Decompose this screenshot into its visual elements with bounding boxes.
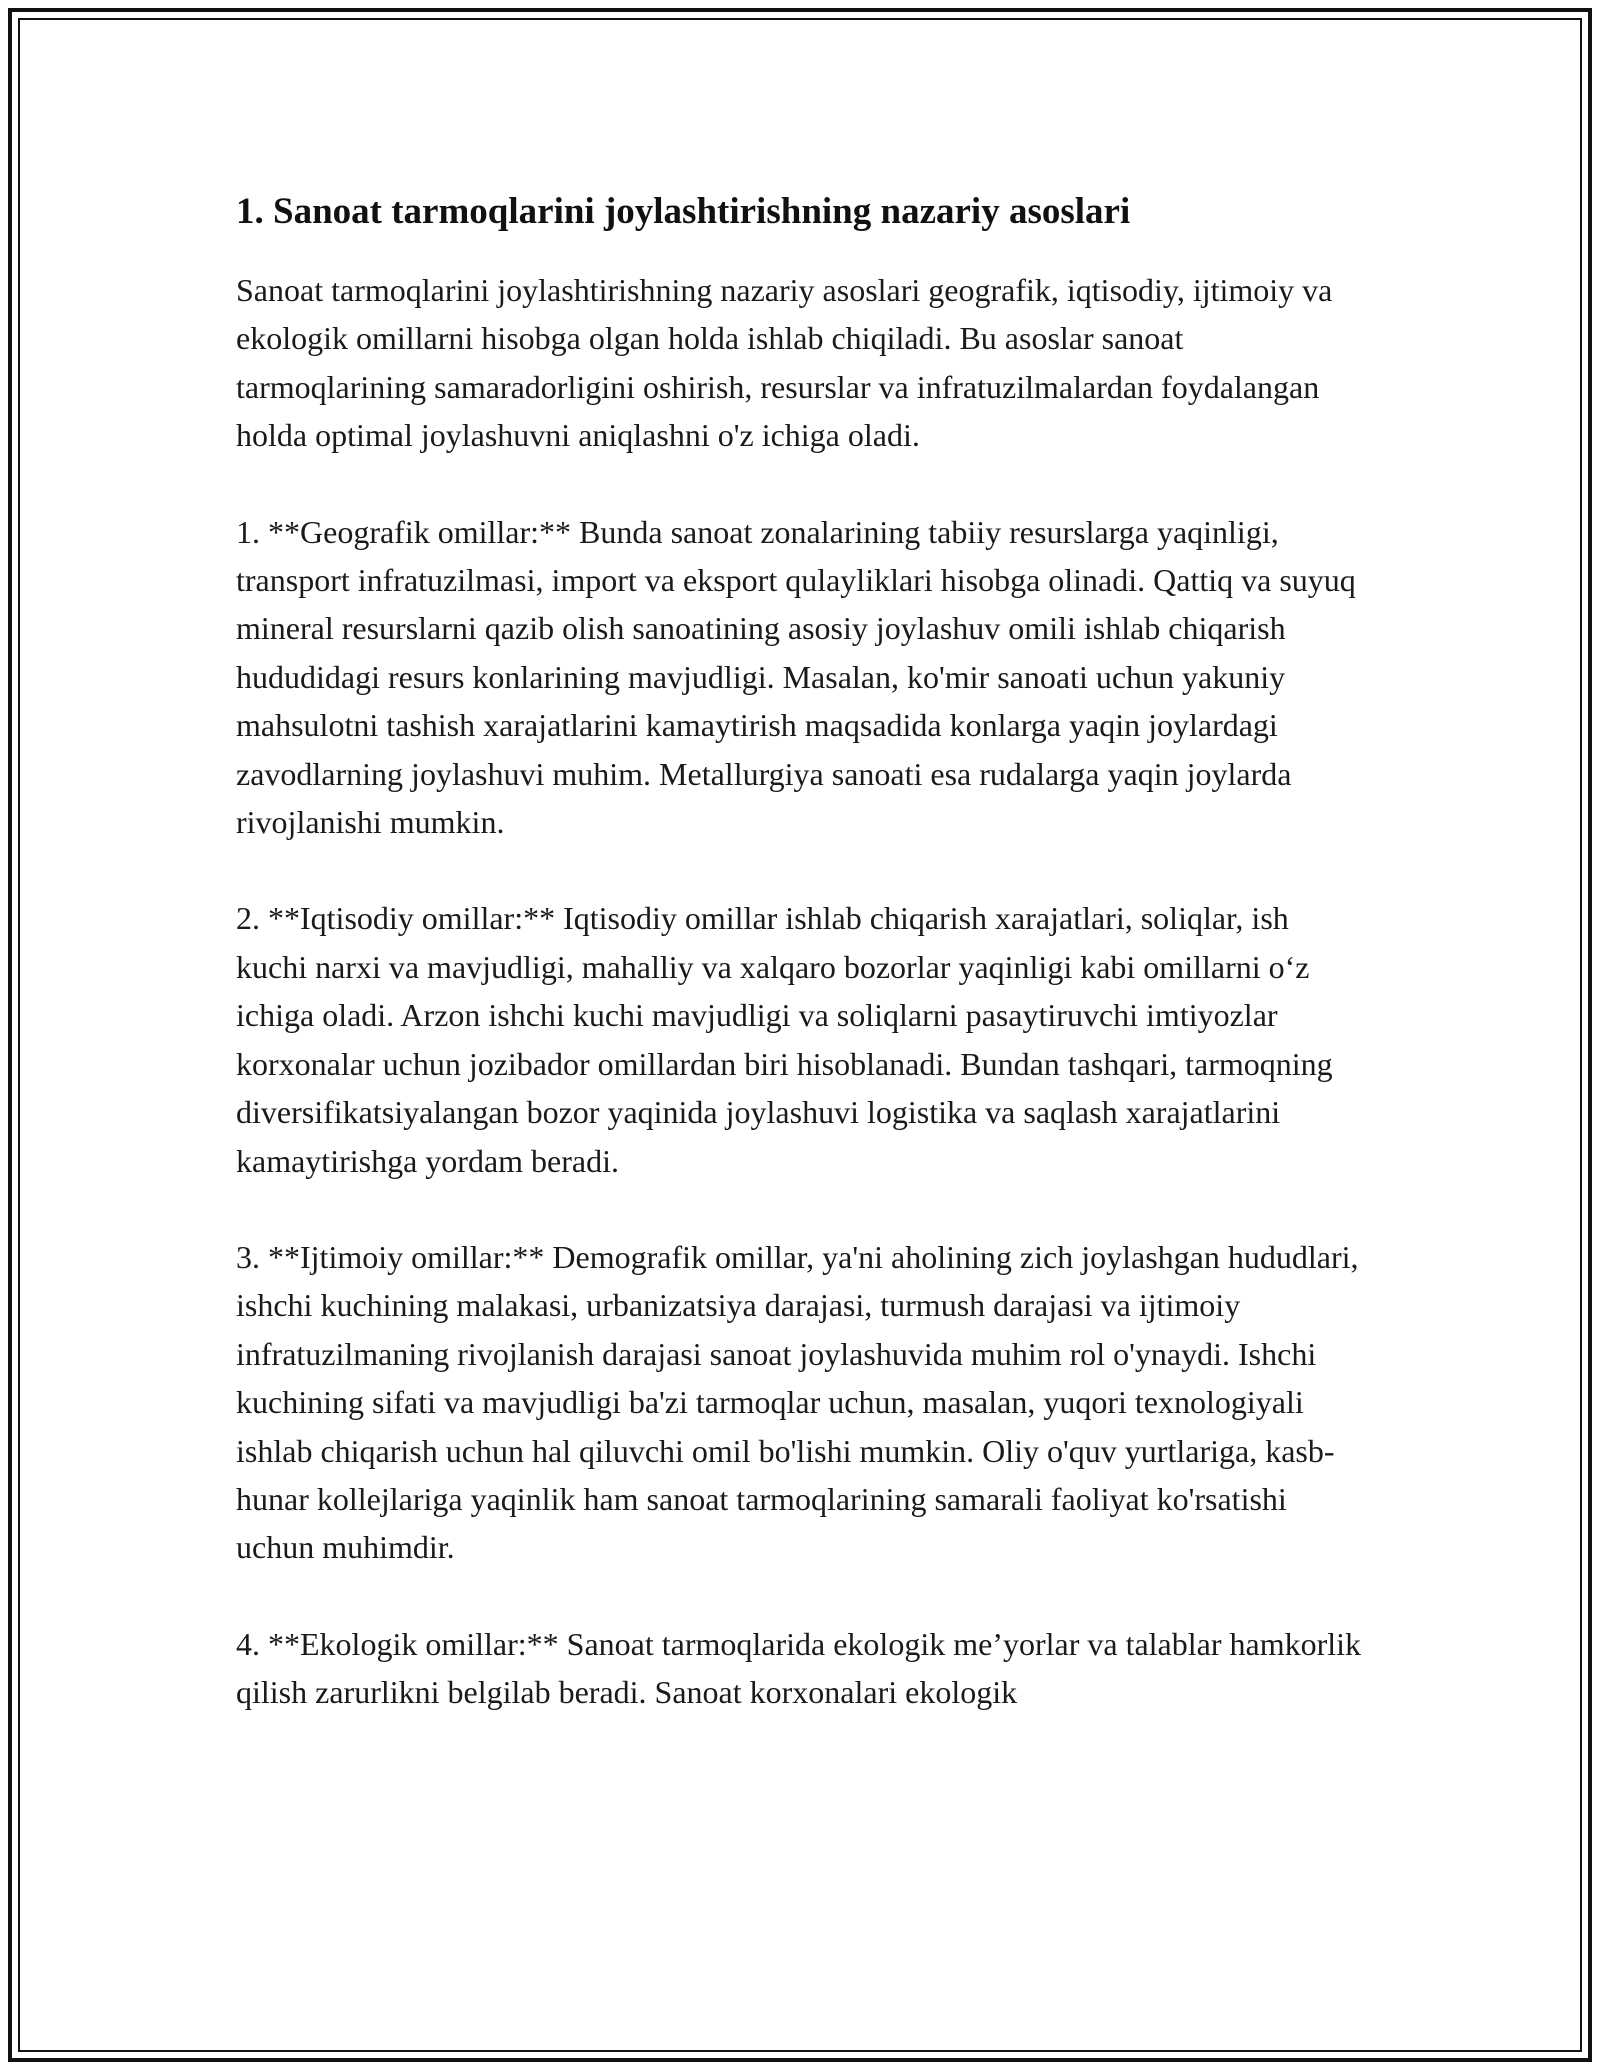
geographic-factors-paragraph: 1. **Geografik omillar:** Bunda sanoat zonalarining tabiiy resurslarga yaqinligi, transport infratuzilmasi, import va eksport qulayliklari hisobga olinadi. Qattiq va suyuq mineral resurslarni qazib olish sanoatining asosiy joylashuv omili ishlab chiqarish hududidagi resurs konlarining mavjudligi. Masalan, ko'mir sanoati uchun yakuniy mahsulotni tashish xarajatlarini kamaytirish maqsadida konlarga yaqin joylardagi zavodlarning joylashuvi muhim. Metallurgiya sanoati esa rudalarga yaqin joylarda rivojlanishi mumkin. xyxy=(236,513,1356,841)
ecological-factors-paragraph: 4. **Ekologik omillar:** Sanoat tarmoqlarida ekologik me’yorlar va talablar hamkorlik qilish zarurlikni belgilab beradi. Sanoat korxonalari ekologik xyxy=(236,1625,1362,1711)
intro-paragraph: Sanoat tarmoqlarini joylashtirishning nazariy asoslari geografik, iqtisodiy, ijtimoiy va ekologik omillarni hisobga olgan holda ishlab chiqiladi. Bu asoslar sanoat tarmoqlarining samaradorligini oshirish, resurslar va infratuzilmalardan foydalangan holda optimal joylashuvni aniqlashni o'z ichiga oladi. xyxy=(236,272,1333,454)
social-factors-paragraph: 3. **Ijtimoiy omillar:** Demografik omillar, ya'ni aholining zich joylashgan hududlari, ishchi kuchining malakasi, urbanizatsiya darajasi, turmush darajasi va ijtimoiy infratuzilmaning rivojlanish darajasi sanoat joylashuvida muhim rol o'ynaydi. Ishchi kuchining sifati va mavjudligi ba'zi tarmoqlar uchun, masalan, yuqori texnologiyali ishlab chiqarish uchun hal qiluvchi omil bo'lishi mumkin. Oliy o'quv yurtlariga, kasb-hunar kollejlariga yaqinlik ham sanoat tarmoqlarining samarali faoliyat ko'rsatishi uchun muhimdir. xyxy=(236,1238,1359,1566)
section-heading: 1. Sanoat tarmoqlarini joylashtirishning nazariy asoslari xyxy=(236,191,1131,232)
document-body xyxy=(236,186,1366,1765)
economic-factors-paragraph: 2. **Iqtisodiy omillar:** Iqtisodiy omillar ishlab chiqarish xarajatlari, soliqlar, ish kuchi narxi va mavjudligi, mahalliy va xalqaro bozorlar yaqinligi kabi omillarni o‘z ichiga oladi. Arzon ishchi kuchi mavjudligi va soliqlarni pasaytiruvchi imtiyozlar korxonalar uchun jozibador omillardan biri hisoblanadi. Bundan tashqari, tarmoqning diversifikatsiyalangan bozor yaqinida joylashuvi logistika va saqlash xarajatlarini kamaytirishga yordam beradi. xyxy=(236,900,1333,1179)
